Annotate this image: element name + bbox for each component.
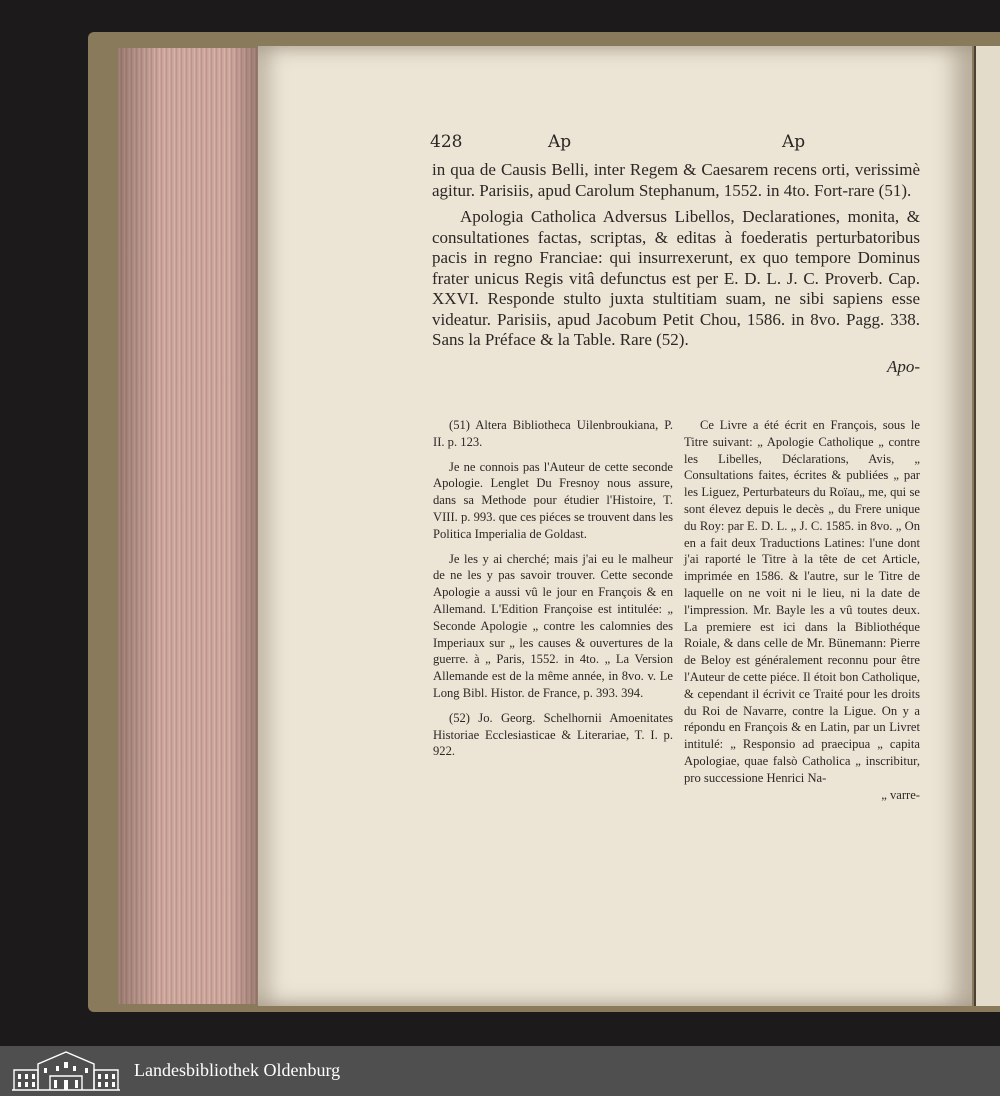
header-right-title: Ap	[782, 132, 806, 152]
catchword: Apo-	[886, 356, 920, 376]
footnotes-right-column	[684, 417, 920, 803]
footnote-51: (51) Altera Bibliotheca Uilenbroukiana, P. II. p. 123.	[433, 418, 673, 449]
footnote-left-paragraph-1: Je ne connois pas l'Auteur de cette seconde Apologie. Lenglet Du Fresnoy nous assure, dans sa Methode pour étudier l'Histoire, T. VIII. p. 993. que ces piéces se trouvent dans les Politica Imperialia de Goldast.	[433, 459, 673, 541]
main-paragraph-2: Apologia Catholica Adversus Libellos, Declarationes, monita, & consultationes factas, scriptas, & editas à foederatis perturbatoribus pacis in regno Franciae: qui insurrexerunt, ex quo tempore Dominus frater unicus Regis vitâ defunctus est per E. D. L. J. C. Proverb. Cap. XXVI. Responde stulto juxta stultitiam suam, ne sibi sapiens esse videatur. Parisiis, apud Jacobum Petit Chou, 1586. in 8vo. Pagg. 338. Sans la Préface & la Table. Rare (52).	[432, 207, 920, 349]
footnote-catchword: „ varre-	[881, 787, 920, 802]
footnotes-left-column	[433, 417, 673, 768]
page-number: 428	[430, 132, 463, 152]
footnote-52: (52) Jo. Georg. Schelhornii Amoenitates Historiae Ecclesiasticae & Literariae, T. I. p. 922.	[433, 710, 673, 759]
library-name: Landesbibliothek Oldenburg	[134, 1060, 341, 1080]
main-text	[432, 160, 920, 377]
header-left-title: Ap	[548, 132, 572, 152]
facing-page-edge	[974, 46, 1000, 1006]
footnote-left-paragraph-2: Je les y ai cherché; mais j'ai eu le malheur de ne les y pas savoir trouver. Cette seconde Apologie a aussi vû le jour en François & en Allemand. L'Edition Françoise est intitulée: „ Seconde Apologie „ contre les calomnies des Imperiaux sur „ les causes & ouvertures de la guerre. à „ Paris, 1552. in 4to. „ La Version Allemande est de la même année, in 8vo. v. Le Long Bibl. Histor. de France, p. 393. 394.	[433, 551, 673, 700]
library-footer	[0, 1046, 1000, 1096]
library-building-icon	[10, 1050, 122, 1092]
footnote-right-paragraph-1: Ce Livre a été écrit en François, sous le Titre suivant: „ Apologie Catholique „ contre les Libelles, Déclarations, Avis, „ Consultations faites, écrites & publiées „ par les Liguez, Perturbateurs du Roïau„ me, qui se sont élevez depuis le decès „ du Frere unique du Roy: par E. D. L. „ J. C. 1585. in 8vo. „ On en a fait deux Traductions Latines: l'une dont j'ai raporté le Titre à la tête de cet Article, imprimée en 1586. & l'autre, sur le Titre de laquelle on ne voit ni le lieu, ni la date de l'impression. Mr. Bayle les a vû toutes deux. La premiere est ici dans la Bibliothéque Roiale, & dans celle de Mr. Bünemann: Pierre de Beloy est généralement reconnu pour être l'Auteur de cette piéce. Il étoit bon Catholique, & cependant il écrivit ce Traité pour les droits du Roi de Navarre, contre la Ligue. On y a répondu en François & en Latin, par un Livret intitulé: „ Responsio ad praecipua „ capita Apologiae, quae falsò Catholica „ inscribitur, pro successione Henrici Na-	[684, 418, 920, 785]
main-paragraph-1: in qua de Causis Belli, inter Regem & Caesarem recens orti, verissimè agitur. Parisiis, apud Carolum Stephanum, 1552. in 4to. Fort-rare (51).	[432, 160, 920, 200]
